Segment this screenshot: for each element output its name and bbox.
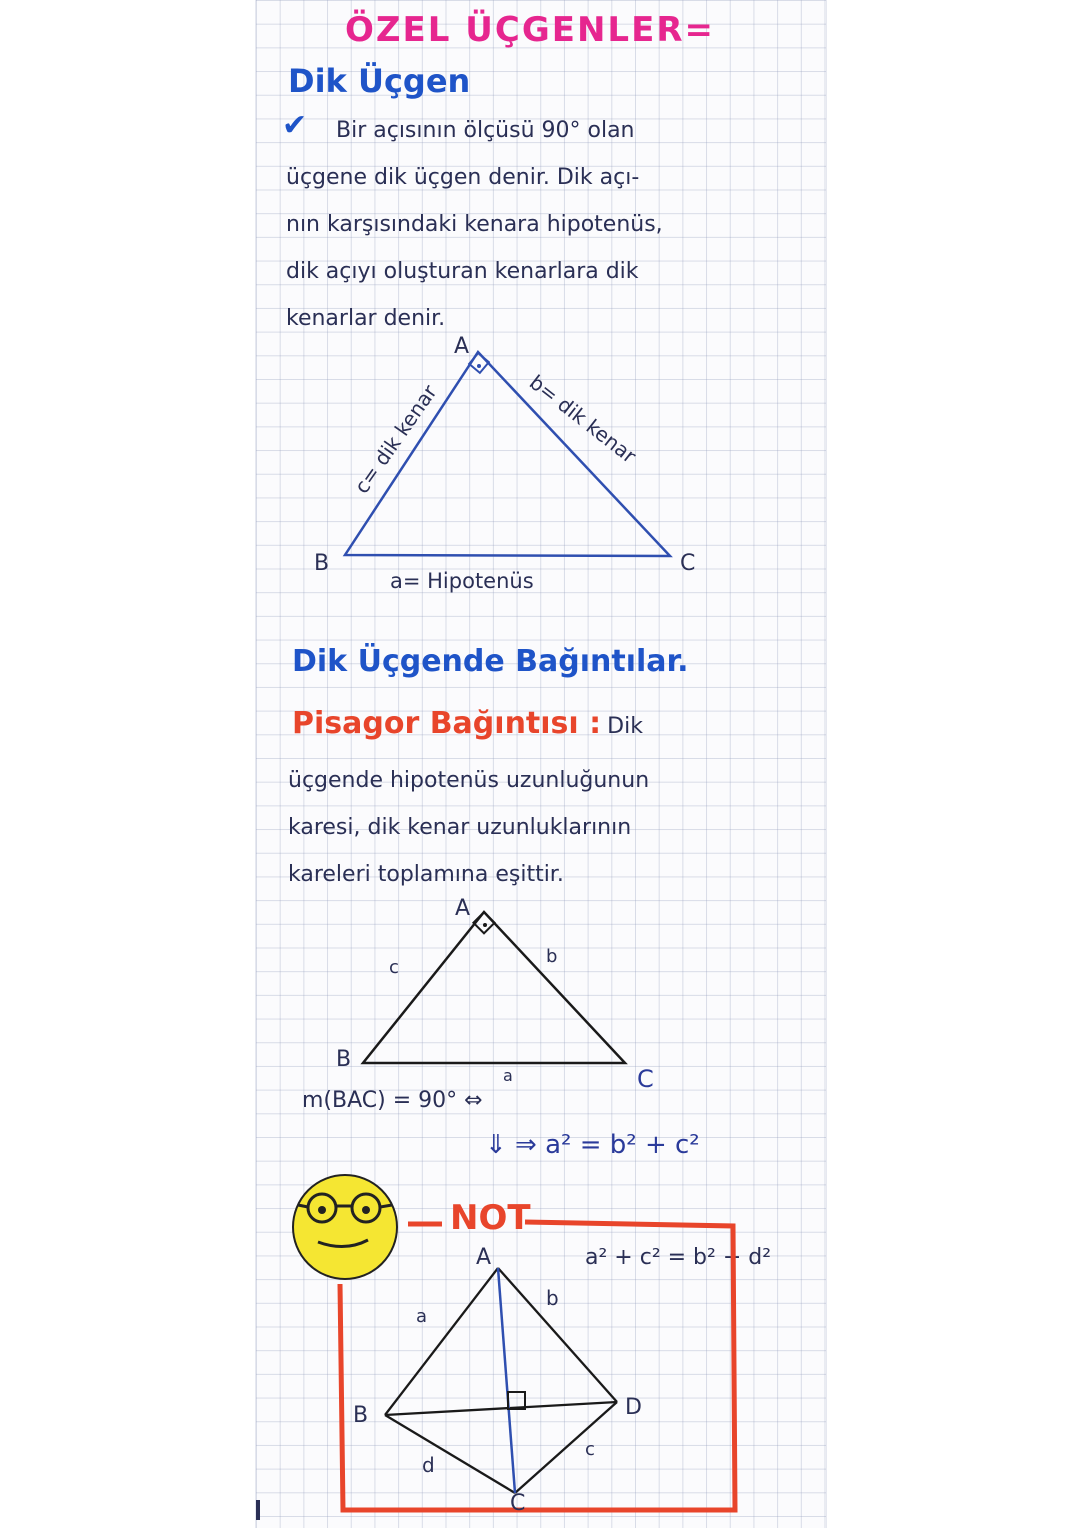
- note-border: [340, 1222, 735, 1510]
- note-frame: [340, 1222, 735, 1510]
- quadrilateral-diagram: [353, 1245, 642, 1516]
- vertex-label-b: B: [353, 1403, 369, 1428]
- side-label-a: a= Hipotenüs: [390, 569, 534, 593]
- vertex-label-c: C: [680, 551, 696, 576]
- pythagorean-formula: ⇓ ⇒ a² = b² + c²: [485, 1130, 700, 1160]
- note-label: NOT: [450, 1198, 531, 1238]
- diagonal-bd: [385, 1402, 617, 1415]
- side-label-b: b: [546, 1286, 559, 1310]
- side-label-c: c: [389, 957, 399, 978]
- smiley-glasses-icon: [293, 1175, 397, 1279]
- side-ab: [385, 1268, 498, 1415]
- glasses-arm-right: [380, 1205, 392, 1207]
- vertex-label-a: A: [455, 896, 471, 921]
- vertex-label-a: A: [454, 334, 470, 359]
- text-line: üçgende hipotenüs uzunluğunun: [288, 768, 650, 793]
- angle-condition: m(BAC) = 90° ⇔: [302, 1088, 483, 1113]
- vertex-label-c: C: [510, 1491, 526, 1516]
- text-line: karesi, dik kenar uzunluklarının: [288, 815, 632, 840]
- side-label-b: b= dik kenar: [524, 370, 641, 468]
- side-dc: [515, 1402, 617, 1493]
- section-heading-bagintilar: Dik Üçgende Bağıntılar.: [292, 644, 689, 679]
- pisagor-tail: Dik: [607, 714, 643, 739]
- side-label-a: a: [503, 1066, 513, 1085]
- text-line: dik açıyı oluşturan kenarlara dik: [286, 259, 639, 284]
- text-line: üçgene dik üçgen denir. Dik açı-: [286, 165, 640, 190]
- section-heading-dik-ucgen: Dik Üçgen: [288, 62, 471, 100]
- side-label-a: a: [416, 1306, 428, 1327]
- eye-left: [318, 1206, 326, 1214]
- vertex-label-b: B: [314, 551, 330, 576]
- right-triangle-diagram-2: [336, 896, 654, 1093]
- vertex-label-d: D: [625, 1395, 642, 1420]
- side-label-b: b: [546, 946, 558, 967]
- diagonal-ac: [498, 1268, 515, 1493]
- text-line: Bir açısının ölçüsü 90° olan: [336, 118, 635, 143]
- right-triangle-diagram-1: [314, 334, 695, 593]
- note-formula: a² + c² = b² + d²: [585, 1245, 772, 1270]
- side-bc: [385, 1415, 515, 1493]
- text-line: nın karşısındaki kenara hipotenüs,: [286, 212, 663, 237]
- side-label-c: c= dik kenar: [349, 380, 442, 498]
- right-angle-dot: [483, 923, 487, 927]
- vertex-label-c: C: [637, 1065, 654, 1093]
- text-line: kenarlar denir.: [286, 306, 446, 331]
- text-line: kareleri toplamına eşittir.: [288, 862, 564, 887]
- glasses-arm-left: [298, 1205, 308, 1207]
- pisagor-label: Pisagor Bağıntısı :: [292, 706, 602, 741]
- triangle-shape: [363, 912, 625, 1063]
- margin-mark: [256, 1500, 260, 1520]
- vertex-label-b: B: [336, 1047, 352, 1072]
- page-title: ÖZEL ÜÇGENLER=: [345, 10, 715, 50]
- vertex-label-a: A: [476, 1245, 492, 1270]
- side-label-c: c: [585, 1439, 595, 1460]
- checkmark-icon: ✔: [282, 108, 308, 143]
- eye-right: [362, 1206, 370, 1214]
- side-label-d: d: [422, 1453, 435, 1477]
- smiley-face: [293, 1175, 397, 1279]
- right-angle-dot: [477, 364, 481, 368]
